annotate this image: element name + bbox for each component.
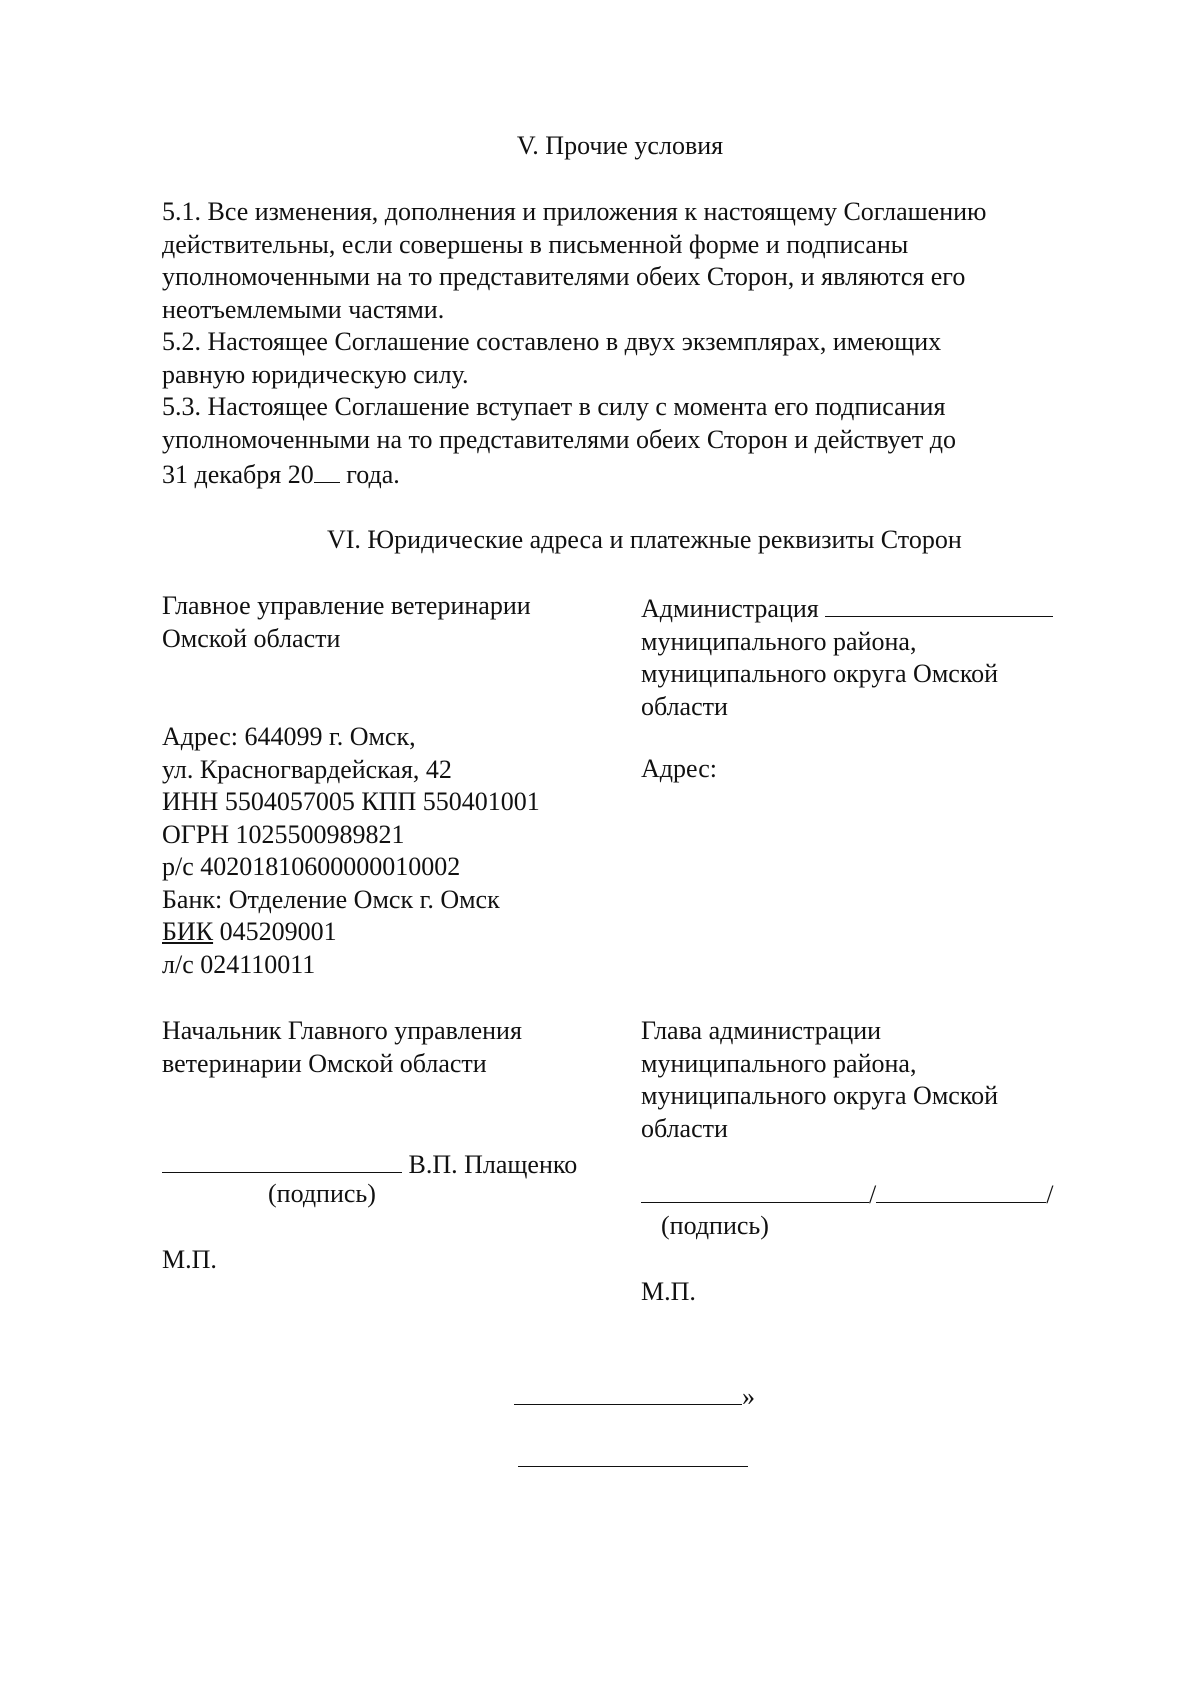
- right-org-line-3: муниципального округа Омской: [641, 659, 999, 688]
- section-6-title: VI. Юридические адреса и платежные реквизиты Сторон: [327, 525, 962, 554]
- party-right-org: [641, 590, 1101, 723]
- left-stamp: М.П.: [162, 1245, 217, 1274]
- party-left-requisites: [162, 721, 622, 981]
- party-left-org: [162, 590, 622, 655]
- right-org-line-4: области: [641, 691, 728, 721]
- clause-5-3-line-1: 5.3. Настоящее Соглашение вступает в силу с момента его подписания: [162, 392, 946, 421]
- slash-1: /: [869, 1180, 877, 1209]
- clause-5-1-line-1: 5.1. Все изменения, дополнения и приложения к настоящему Соглашению: [162, 197, 987, 226]
- right-signature-blank: [641, 1176, 869, 1203]
- bik-value: 045209001: [213, 917, 337, 946]
- left-bik: [162, 916, 622, 949]
- left-signature-blank: [162, 1146, 402, 1173]
- clause-5-1-line-4: неотъемлемыми частями.: [162, 294, 445, 324]
- footer-blank-2: [518, 1440, 748, 1467]
- left-position-line-1: Начальник Главного управления: [162, 1016, 522, 1045]
- left-ogrn: ОГРН 1025500989821: [162, 819, 405, 849]
- left-signature-caption: (подпись): [268, 1179, 376, 1208]
- section-5-body: [162, 196, 986, 492]
- right-name-blank: [876, 1176, 1046, 1203]
- left-org-line-1: Главное управление ветеринарии: [162, 591, 531, 620]
- footer-blank-line-2: [518, 1440, 748, 1476]
- left-signer-name: В.П. Плащенко: [408, 1150, 578, 1179]
- right-position-line-2: муниципального района,: [641, 1048, 917, 1078]
- party-left-position: [162, 1015, 622, 1080]
- right-position-line-3: муниципального округа Омской: [641, 1081, 999, 1110]
- clause-5-1-line-3: уполномоченными на то представителями обеих Сторон, и являются его: [162, 262, 966, 291]
- right-org-prefix: Администрация: [641, 594, 826, 623]
- party-right-position: [641, 1015, 1101, 1145]
- bik-label: БИК: [162, 917, 214, 946]
- left-signature-line: [162, 1146, 577, 1182]
- year-prefix: 31 декабря 20: [162, 460, 314, 489]
- party-right-address: [641, 753, 1101, 786]
- right-position-line-4: области: [641, 1113, 728, 1143]
- clause-5-3-line-2: уполномоченными на то представителями обеих Сторон и действует до: [162, 424, 956, 454]
- right-org-line-2: муниципального района,: [641, 626, 917, 656]
- right-org-blank: [825, 590, 1053, 617]
- clause-5-2-line-2: равную юридическую силу.: [162, 359, 469, 389]
- clause-5-1-line-2: действительны, если совершены в письменной форме и подписаны: [162, 229, 909, 259]
- section-5-title: V. Прочие условия: [516, 131, 724, 160]
- year-blank: [314, 456, 340, 483]
- slash-2: /: [1046, 1180, 1054, 1209]
- left-address-line-2: ул. Красногвардейская, 42: [162, 754, 452, 784]
- left-inn-kpp: ИНН 5504057005 КПП 550401001: [162, 787, 540, 816]
- left-position-line-2: ветеринарии Омской области: [162, 1048, 487, 1078]
- footer-blank-line-1: [514, 1378, 755, 1414]
- left-personal-account: л/с 024110011: [162, 949, 316, 979]
- clause-5-2-line-1: 5.2. Настоящее Соглашение составлено в двух экземплярах, имеющих: [162, 327, 942, 356]
- right-signature-caption: (подпись): [661, 1211, 769, 1240]
- right-address-label: Адрес:: [641, 754, 717, 783]
- clause-5-3-line-3: [162, 456, 986, 492]
- right-position-line-1: Глава администрации: [641, 1016, 882, 1045]
- left-bank: Банк: Отделение Омск г. Омск: [162, 884, 500, 914]
- left-org-line-2: Омской области: [162, 623, 341, 653]
- footer-blank-1: [514, 1378, 742, 1405]
- right-stamp: М.П.: [641, 1277, 696, 1306]
- left-address-line-1: Адрес: 644099 г. Омск,: [162, 722, 416, 751]
- footer-quote: »: [742, 1382, 755, 1411]
- right-org-line-1: [641, 590, 1101, 626]
- right-signature-line: [641, 1176, 1053, 1212]
- left-account: р/с 40201810600000010002: [162, 852, 461, 881]
- year-suffix: года.: [339, 460, 400, 489]
